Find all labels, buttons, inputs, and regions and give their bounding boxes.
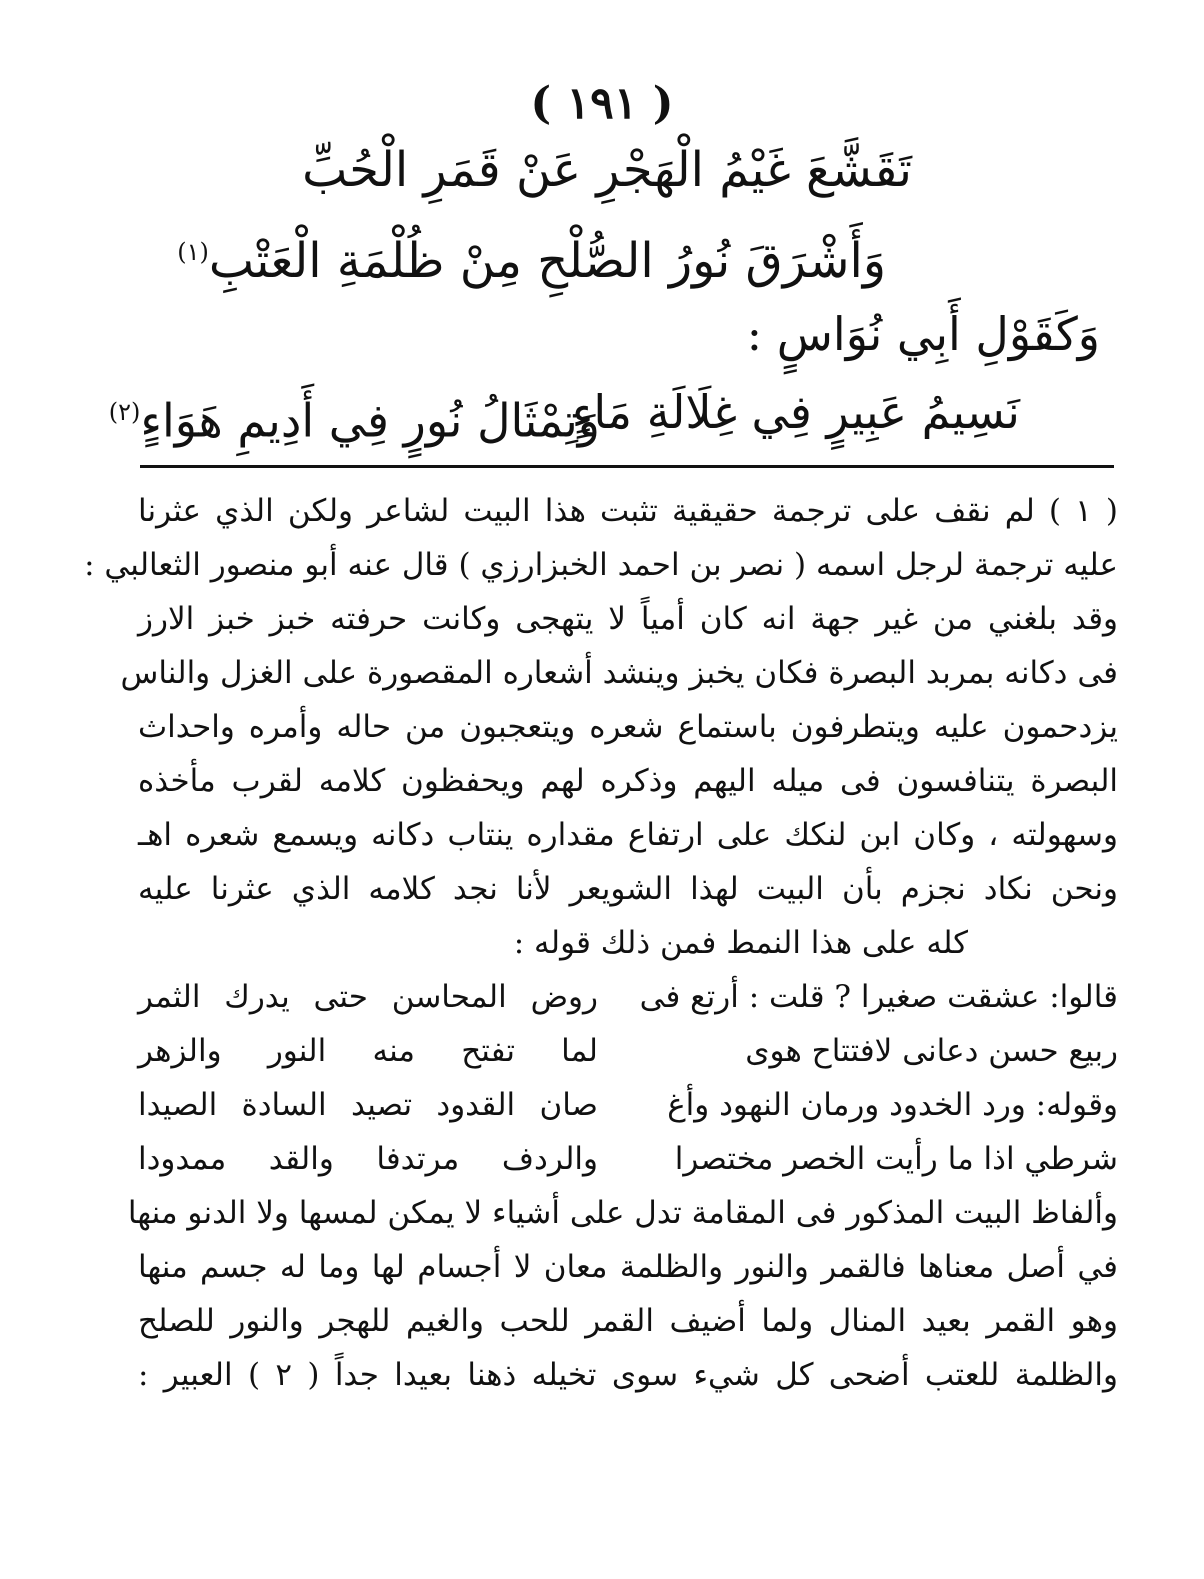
footnote-line: في أصل معناها فالقمر والنور والظلمة معان لا أجسام لها وما له جسم منها	[138, 1249, 1118, 1285]
footnote-line: والظلمة للعتب أضحى كل شيء سوى تخيله ذهنا بعيدا جداً ( ٢ ) العبير :	[138, 1357, 1118, 1393]
couplet-second-hemistich	[109, 380, 600, 452]
poem-second-hemistich: لما تفتح منه النور والزهر	[138, 1033, 598, 1069]
poem-second-hemistich: والردف مرتدفا والقد ممدودا	[138, 1141, 598, 1177]
poem-first-hemistich: ربيع حسن دعانى لافتتاح هوى	[745, 1033, 1118, 1069]
footnote-line: ( ١ ) لم نقف على ترجمة حقيقية تثبت هذا البيت لشاعر ولكن الذي عثرنا	[138, 493, 1118, 529]
verse-line-2-text: وَأَشْرَقَ نُورُ الصُّلْحِ مِنْ ظُلْمَةِ الْعَتْبِ	[208, 233, 886, 289]
footnote-line: عليه ترجمة لرجل اسمه ( نصر بن احمد الخبزارزي ) قال عنه أبو منصور الثعالبي :	[84, 547, 1118, 583]
footnote-line: وسهولته ، وكان ابن لنكك على ارتفاع مقداره ينتاب دكانه ويسمع شعره اهـ	[138, 817, 1118, 853]
footnote-marker-2: (٢)	[108, 398, 141, 426]
couplet-second-hemistich-text: وَتِمْثَالُ نُورٍ فِي أَدِيمِ هَوَاءٍ	[140, 393, 600, 448]
footnote-line: البصرة يتنافسون فى ميله اليهم وذكره لهم ويحفظون كلامه لقرب مأخذه	[138, 763, 1118, 799]
footnote-line: وقد بلغني من غير جهة انه كان أمياً لا يتهجى وكانت حرفته خبز خبز الارز	[138, 601, 1118, 637]
footnote-marker-1: (١)	[177, 238, 209, 266]
footnote-line: وهو القمر بعيد المنال ولما أضيف القمر للحب والغيم للهجر والنور للصلح	[138, 1303, 1118, 1339]
verse-line-1: تَقَشَّعَ غَيْمُ الْهَجْرِ عَنْ قَمَرِ الْحُبِّ	[302, 142, 912, 198]
footnote-line: يزدحمون عليه ويتطرفون باستماع شعره ويتعجبون من حاله وأمره واحداث	[138, 709, 1118, 745]
footnote-line: ونحن نكاد نجزم بأن البيت لهذا الشويعر لأنا نجد كلامه الذي عثرنا عليه	[138, 871, 1118, 907]
footnote-divider	[140, 465, 1114, 468]
footnotes-section	[84, 484, 1118, 1402]
poem-second-hemistich: صان القدود تصيد السادة الصيدا	[138, 1087, 598, 1123]
couplet-first-hemistich: نَسِيمُ عَبِيرٍ فِي غِلَالَةِ مَاءٍ	[571, 385, 1020, 439]
footnote-poem-row	[138, 970, 1118, 1024]
poem-first-hemistich: قالوا: عشقت صغيرا ? قلت : أرتع فى	[639, 979, 1118, 1015]
verse-line-2	[177, 220, 886, 293]
page-number: ( ١٩١ )	[530, 78, 674, 129]
footnote-poem-row	[138, 1132, 1118, 1186]
poem-first-hemistich: شرطي اذا ما رأيت الخصر مختصرا	[674, 1141, 1118, 1177]
footnote-line: كله على هذا النمط فمن ذلك قوله :	[513, 925, 968, 961]
footnote-poem-row	[138, 1024, 1118, 1078]
footnote-line: وألفاظ البيت المذكور فى المقامة تدل على أشياء لا يمكن لمسها ولا الدنو منها	[127, 1195, 1118, 1231]
footnote-poem-row	[138, 1078, 1118, 1132]
attribution-line: وَكَقَوْلِ أَبِي نُوَاسٍ :	[746, 307, 1100, 361]
poem-first-hemistich: وقوله: ورد الخدود ورمان النهود وأغ	[667, 1087, 1118, 1123]
poem-second-hemistich: روض المحاسن حتى يدرك الثمر	[138, 979, 598, 1015]
footnote-line: فى دكانه بمربد البصرة فكان يخبز وينشد أشعاره المقصورة على الغزل والناس	[120, 655, 1118, 691]
